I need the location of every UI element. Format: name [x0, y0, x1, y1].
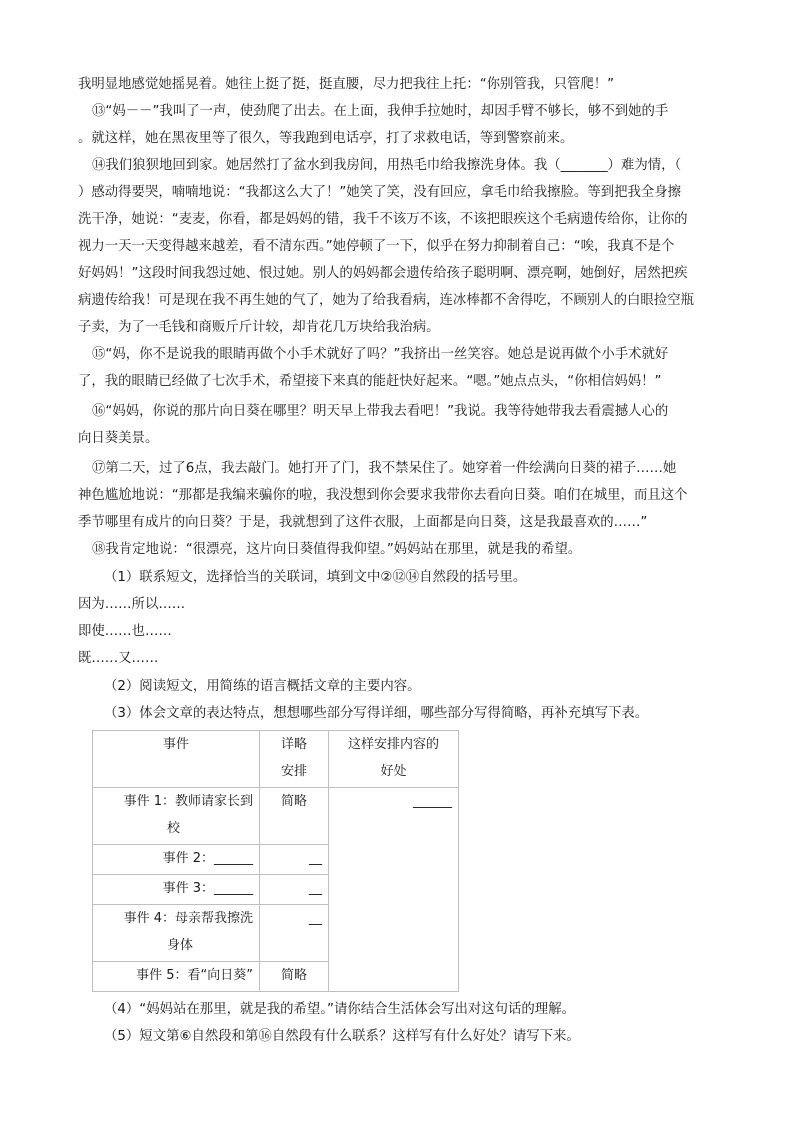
question-4: （4）“妈妈站在那里，就是我的希望。”请你结合生活体会写出对这句话的理解。	[104, 1002, 575, 1017]
event-cell: 事件 4：母亲帮我擦洗 身体	[93, 905, 260, 962]
detail-cell[interactable]: __	[260, 905, 329, 962]
text-line: ⑰第二天，过了6点，我去敲门。她打开了门，我不禁呆住了。她穿着一件绘满向日葵的裙子……她	[92, 461, 677, 476]
detail-cell: 简略	[260, 962, 329, 992]
benefit-cell[interactable]	[329, 788, 459, 992]
paragraph-16	[92, 398, 732, 425]
text-line: 病遗传给我！可是现在我不再生她的气了，她为了给我看病，连冰棒都不舍得吃，不顾别人的白眼捡空瓶	[78, 293, 694, 308]
text-line: ）感动得要哭，喃喃地说：“我都这么大了！”她笑了笑，没有回应，拿毛巾给我擦脸。等到把我全身擦	[78, 185, 682, 200]
paragraph-17-cont	[78, 482, 718, 536]
detail-cell[interactable]: __	[260, 875, 329, 905]
text-line: 好妈妈！”这段时间我怨过她、恨过她。别人的妈妈都会遗传给孩子聪明啊、漂亮啊，她倒好，居然把疾	[78, 266, 688, 281]
paragraph-0	[78, 71, 718, 98]
benefit-blank[interactable]: ______	[413, 794, 452, 809]
text-line: 神色尴尬地说：“那都是我编来骗你的啦，我没想到你会要求我带你去看向日葵。咱们在城里，而且这个	[78, 488, 688, 503]
text-line: 我明显地感觉她摇晃着。她往上挺了挺，挺直腰，尽力把我往上托：“你别管我，只管爬！”	[78, 77, 615, 92]
paragraph-14	[92, 152, 732, 179]
detail-cell[interactable]: __	[260, 845, 329, 875]
text-line: 。就这样，她在黑夜里等了很久，等我跑到电话亭，打了求救电话，等到警察前来。	[78, 131, 574, 146]
question-3: （3）体会文章的表达特点，想想哪些部分写得详细，哪些部分写得简略，再补充填写下表。	[104, 706, 649, 721]
text-line: ⑭我们狼狈地回到家。她居然打了盆水到我房间，用热毛巾给我擦洗身体。我（_______）难为情，（	[92, 158, 682, 173]
paragraph-15	[92, 341, 732, 368]
event-cell: 事件 5：看“向日葵”	[93, 962, 260, 992]
text-line: 了，我的眼睛已经做了七次手术，希望接下来真的能赶快好起来。“嗯。”她点点头，“你相信妈妈！”	[78, 374, 662, 389]
text-line: 季节哪里有成片的向日葵？于是，我就想到了这件衣服，上面都是向日葵，这是我最喜欢的……”	[78, 515, 648, 530]
text-line: 洗干净，她说：“麦麦，你看，都是妈妈的错，我千不该万不该，不该把眼疾这个毛病遗传给你，让你的	[78, 212, 688, 227]
paragraph-14-cont	[78, 179, 718, 341]
option-1: 因为……所以……	[78, 597, 186, 612]
table-row	[93, 788, 459, 845]
text-line: 向日葵美景。	[78, 431, 159, 446]
text-line: ⑬“妈－－”我叫了一声，使劲爬了出去。在上面，我伸手拉她时，却因手臂不够长，够不到她的手	[92, 104, 669, 119]
event-cell: 事件 1：教师请家长到 校	[93, 788, 260, 845]
events-table	[92, 730, 459, 992]
header-detail: 详略 安排	[260, 731, 329, 788]
question-1: （1）联系短文，选择恰当的关联词，填到文中②⑫⑭自然段的括号里。	[104, 570, 527, 585]
question-5: （5）短文第⑥自然段和第⑯自然段有什么联系？这样写有什么好处？请写下来。	[104, 1029, 580, 1044]
event-cell[interactable]: 事件 2：______	[93, 845, 260, 875]
text-line: ⑯“妈妈，你说的那片向日葵在哪里？明天早上带我去看吧！”我说。我等待她带我去看震撼人心的	[92, 404, 669, 419]
detail-cell: 简略	[260, 788, 329, 845]
event-cell[interactable]: 事件 3：______	[93, 875, 260, 905]
paragraph-16-cont	[78, 425, 718, 452]
paragraph-18	[92, 536, 732, 563]
header-benefit: 这样安排内容的 好处	[329, 731, 459, 788]
text-line: 视力一天一天变得越来越差，看不清东西。”她停顿了一下，似乎在努力抑制着自己：“唉，我真不是个	[78, 239, 675, 254]
table-header-row	[93, 731, 459, 788]
option-3: 既……又……	[78, 651, 159, 666]
question-2: （2）阅读短文，用简练的语言概括文章的主要内容。	[104, 679, 421, 694]
header-event: 事件	[93, 731, 260, 788]
option-2: 即使……也……	[78, 624, 172, 639]
text-line: ⑮“妈，你不是说我的眼睛再做个小手术就好了吗？”我挤出一丝笑容。她总是说再做个小手术就好	[92, 347, 669, 362]
paragraph-17	[92, 455, 732, 482]
text-line: ⑱我肯定地说：“很漂亮，这片向日葵值得我仰望。”妈妈站在那里，就是我的希望。	[92, 542, 582, 557]
paragraph-13-cont	[78, 125, 718, 152]
text-line: 子卖，为了一毛钱和商贩斤斤计较，却肯花几万块给我治病。	[78, 320, 440, 335]
paragraph-13	[92, 98, 732, 125]
paragraph-15-cont	[78, 368, 718, 395]
